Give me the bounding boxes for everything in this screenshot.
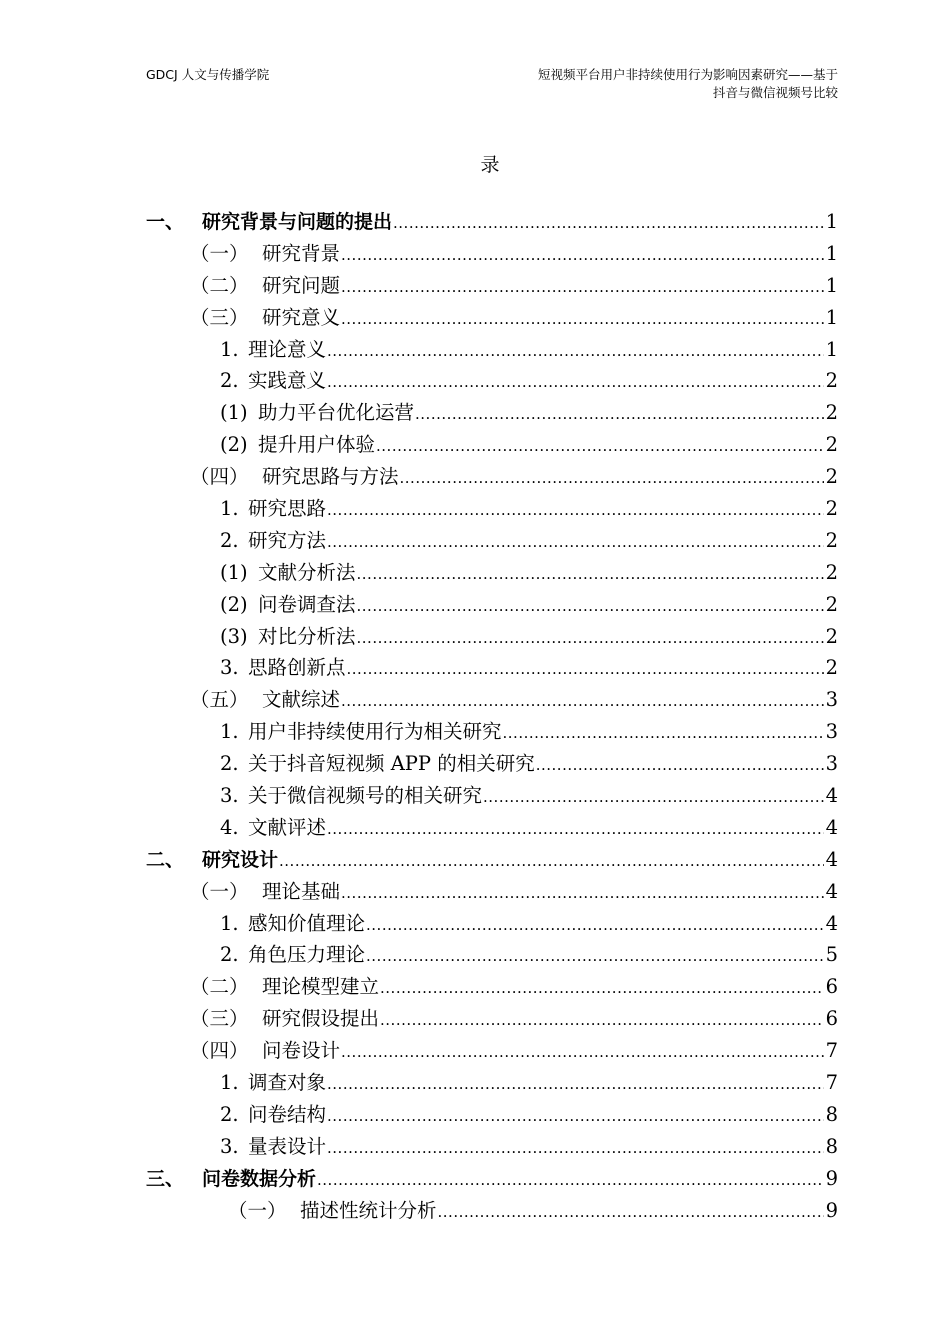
toc-dot-leader xyxy=(341,1037,824,1069)
toc-entry-number: 4. xyxy=(220,815,239,839)
toc-entry-text: 理论基础 xyxy=(262,879,341,903)
toc-entry-2-4-3[interactable] xyxy=(146,1131,838,1163)
toc-entry-number: 二、 xyxy=(146,848,185,871)
toc-entry-number: （一） xyxy=(190,241,249,265)
toc-entry-number: （三） xyxy=(190,305,249,329)
table-of-contents xyxy=(146,206,838,1227)
toc-dot-leader xyxy=(380,973,824,1005)
toc-entry-1-5-2[interactable] xyxy=(146,748,838,780)
toc-entry-number: 一、 xyxy=(146,211,185,233)
toc-entry-text: 问卷结构 xyxy=(248,1102,327,1126)
toc-page-number: 3 xyxy=(825,688,838,712)
toc-entry-number: （四） xyxy=(190,465,249,489)
toc-entry-number: 3. xyxy=(220,1134,239,1158)
toc-entry-1-3-2-1[interactable] xyxy=(146,397,838,429)
toc-entry-text: 量表设计 xyxy=(248,1134,327,1158)
toc-entry-number: 2. xyxy=(220,528,239,552)
toc-entry-text: 研究意义 xyxy=(262,305,341,329)
toc-entry-number: （四） xyxy=(190,1039,249,1063)
toc-page-number: 2 xyxy=(825,624,838,648)
toc-entry-text: 调查对象 xyxy=(248,1071,327,1095)
toc-dot-leader xyxy=(279,846,824,878)
toc-entry-2-2[interactable] xyxy=(146,971,838,1003)
toc-page-number: 3 xyxy=(825,752,838,776)
toc-entry-text: 文献综述 xyxy=(262,688,341,712)
toc-entry-text: 思路创新点 xyxy=(248,656,346,680)
toc-dot-leader xyxy=(327,367,824,399)
toc-page-number: 2 xyxy=(825,497,838,521)
toc-entry-text: 研究方法 xyxy=(248,528,327,552)
toc-dot-leader xyxy=(366,910,824,942)
toc-dot-leader xyxy=(357,623,824,655)
toc-entry-text: 对比分析法 xyxy=(258,624,356,648)
toc-dot-leader xyxy=(341,878,824,910)
toc-entry-text: 文献分析法 xyxy=(258,560,356,584)
toc-entry-1-5-3[interactable] xyxy=(146,780,838,812)
toc-page-number: 7 xyxy=(825,1039,838,1063)
toc-entry-text: 问卷数据分析 xyxy=(202,1167,317,1190)
toc-page-number: 3 xyxy=(825,720,838,744)
toc-dot-leader xyxy=(400,463,824,495)
toc-dot-leader xyxy=(347,654,824,686)
toc-entry-number: 2. xyxy=(220,369,239,393)
toc-entry-1-3-2-2[interactable] xyxy=(146,429,838,461)
toc-page-number: 8 xyxy=(825,1134,838,1158)
toc-page-number: 6 xyxy=(825,1007,838,1031)
toc-entry-number: 1. xyxy=(220,497,239,521)
toc-entry-1-1[interactable] xyxy=(146,238,838,270)
toc-entry-1-4-3[interactable] xyxy=(146,652,838,684)
toc-dot-leader xyxy=(366,941,824,973)
toc-entry-number: 1. xyxy=(220,720,239,744)
toc-entry-number: （一） xyxy=(190,879,249,903)
toc-entry-text: 助力平台优化运营 xyxy=(258,401,415,425)
toc-dot-leader xyxy=(503,718,824,750)
toc-dot-leader xyxy=(327,814,824,846)
toc-entry-number: 2. xyxy=(220,752,239,776)
toc-entry-text: 理论模型建立 xyxy=(262,975,380,999)
header-title-line-1: 短视频平台用户非持续使用行为影响因素研究——基于 xyxy=(537,67,838,82)
toc-entry-number: (1) xyxy=(220,401,248,425)
toc-page-number: 2 xyxy=(825,369,838,393)
toc-dot-leader xyxy=(536,750,824,782)
toc-dot-leader xyxy=(317,1165,824,1197)
toc-entry-2-1-1[interactable] xyxy=(146,908,838,940)
toc-dot-leader xyxy=(438,1197,824,1229)
toc-entry-text: 研究背景 xyxy=(262,241,341,265)
toc-entry-2[interactable] xyxy=(146,844,838,876)
toc-entry-1-3-1[interactable] xyxy=(146,334,838,366)
toc-entry-number: （二） xyxy=(190,273,249,297)
toc-entry-text: 描述性统计分析 xyxy=(300,1198,437,1222)
toc-page-number: 1 xyxy=(825,241,838,265)
toc-entry-number: (2) xyxy=(220,433,248,457)
toc-entry-number: 1. xyxy=(220,1071,239,1095)
toc-page-number: 2 xyxy=(825,401,838,425)
toc-page-number: 5 xyxy=(825,943,838,967)
toc-page-number: 9 xyxy=(825,1166,838,1190)
toc-page-number: 2 xyxy=(825,592,838,616)
toc-dot-leader xyxy=(327,495,824,527)
toc-page-number: 4 xyxy=(825,847,838,871)
toc-entry-1-4-2[interactable] xyxy=(146,525,838,557)
toc-page-number: 2 xyxy=(825,528,838,552)
toc-entry-text: 文献评述 xyxy=(248,815,327,839)
toc-page-number: 1 xyxy=(825,273,838,297)
toc-entry-number: (1) xyxy=(220,560,248,584)
toc-entry-1-4-2-2[interactable] xyxy=(146,589,838,621)
toc-entry-text: 关于抖音短视频 APP 的相关研究 xyxy=(248,752,535,776)
toc-page-number: 1 xyxy=(825,337,838,361)
toc-entry-number: 1. xyxy=(220,337,239,361)
toc-entry-text: 用户非持续使用行为相关研究 xyxy=(248,720,502,744)
toc-dot-leader xyxy=(341,272,824,304)
toc-entry-text: 研究设计 xyxy=(202,848,279,871)
toc-entry-2-1-2[interactable] xyxy=(146,939,838,971)
toc-entry-number: （一） xyxy=(228,1198,287,1222)
toc-dot-leader xyxy=(327,1133,824,1165)
toc-entry-1-4[interactable] xyxy=(146,461,838,493)
toc-entry-2-3[interactable] xyxy=(146,1003,838,1035)
toc-entry-1-3[interactable] xyxy=(146,302,838,334)
toc-entry-1-4-2-3[interactable] xyxy=(146,621,838,653)
toc-page-number: 4 xyxy=(825,784,838,808)
toc-page-number: 4 xyxy=(825,911,838,935)
toc-entry-1-5[interactable] xyxy=(146,684,838,716)
header-school: GDCJ 人文与传播学院 xyxy=(146,67,270,82)
toc-page-number: 2 xyxy=(825,560,838,584)
toc-page-number: 8 xyxy=(825,1102,838,1126)
toc-entry-text: 研究思路与方法 xyxy=(262,465,399,489)
toc-page-number: 2 xyxy=(825,656,838,680)
toc-entry-number: （二） xyxy=(190,975,249,999)
toc-dot-leader xyxy=(380,1005,824,1037)
toc-page-number: 2 xyxy=(825,433,838,457)
toc-entry-number: 2. xyxy=(220,943,239,967)
toc-dot-leader xyxy=(483,782,824,814)
toc-page-number: 1 xyxy=(825,210,838,233)
toc-entry-text: 角色压力理论 xyxy=(248,943,366,967)
toc-entry-3-1[interactable] xyxy=(146,1195,838,1227)
toc-dot-leader xyxy=(327,336,824,368)
toc-entry-text: 问卷设计 xyxy=(262,1039,341,1063)
toc-dot-leader xyxy=(357,591,824,623)
toc-entry-2-4[interactable] xyxy=(146,1035,838,1067)
toc-entry-text: 研究假设提出 xyxy=(262,1007,380,1031)
toc-entry-2-4-2[interactable] xyxy=(146,1099,838,1131)
toc-entry-number: (3) xyxy=(220,624,248,648)
toc-entry-text: 理论意义 xyxy=(248,337,327,361)
toc-dot-leader xyxy=(357,559,824,591)
toc-page-number: 4 xyxy=(825,879,838,903)
toc-title: 录 xyxy=(480,154,500,176)
toc-entry-number: （五） xyxy=(190,688,249,712)
toc-entry-text: 问卷调查法 xyxy=(258,592,356,616)
toc-entry-number: (2) xyxy=(220,592,248,616)
toc-page-number: 6 xyxy=(825,975,838,999)
toc-entry-1[interactable] xyxy=(146,206,838,238)
toc-entry-number: 三、 xyxy=(146,1167,185,1190)
toc-entry-3[interactable] xyxy=(146,1163,838,1195)
toc-entry-number: 3. xyxy=(220,784,239,808)
toc-dot-leader xyxy=(327,1069,824,1101)
toc-entry-text: 研究背景与问题的提出 xyxy=(202,211,393,233)
toc-entry-1-5-1[interactable] xyxy=(146,716,838,748)
toc-entry-2-4-1[interactable] xyxy=(146,1067,838,1099)
toc-entry-1-4-1[interactable] xyxy=(146,493,838,525)
toc-page-number: 1 xyxy=(825,305,838,329)
toc-dot-leader xyxy=(341,304,824,336)
toc-dot-leader xyxy=(341,686,824,718)
toc-entry-1-4-2-1[interactable] xyxy=(146,557,838,589)
toc-page-number: 4 xyxy=(825,815,838,839)
toc-entry-number: 1. xyxy=(220,911,239,935)
toc-page-number: 2 xyxy=(825,465,838,489)
toc-page-number: 7 xyxy=(825,1071,838,1095)
toc-entry-number: 2. xyxy=(220,1102,239,1126)
toc-dot-leader xyxy=(327,1101,824,1133)
toc-entry-1-5-4[interactable] xyxy=(146,812,838,844)
toc-entry-1-2[interactable] xyxy=(146,270,838,302)
header-title-line-2: 抖音与微信视频号比较 xyxy=(712,85,838,100)
toc-entry-text: 关于微信视频号的相关研究 xyxy=(248,784,483,808)
toc-entry-2-1[interactable] xyxy=(146,876,838,908)
toc-dot-leader xyxy=(341,240,824,272)
toc-entry-1-3-2[interactable] xyxy=(146,365,838,397)
toc-page-number: 9 xyxy=(825,1198,838,1222)
toc-entry-text: 提升用户体验 xyxy=(258,433,376,457)
toc-dot-leader xyxy=(415,399,824,431)
header-thesis-title xyxy=(418,66,838,102)
toc-dot-leader xyxy=(327,527,824,559)
toc-dot-leader xyxy=(376,431,824,463)
toc-entry-text: 实践意义 xyxy=(248,369,327,393)
toc-entry-text: 感知价值理论 xyxy=(248,911,366,935)
toc-entry-number: （三） xyxy=(190,1007,249,1031)
toc-dot-leader xyxy=(393,208,824,240)
toc-entry-text: 研究思路 xyxy=(248,497,327,521)
toc-entry-number: 3. xyxy=(220,656,239,680)
toc-entry-text: 研究问题 xyxy=(262,273,341,297)
